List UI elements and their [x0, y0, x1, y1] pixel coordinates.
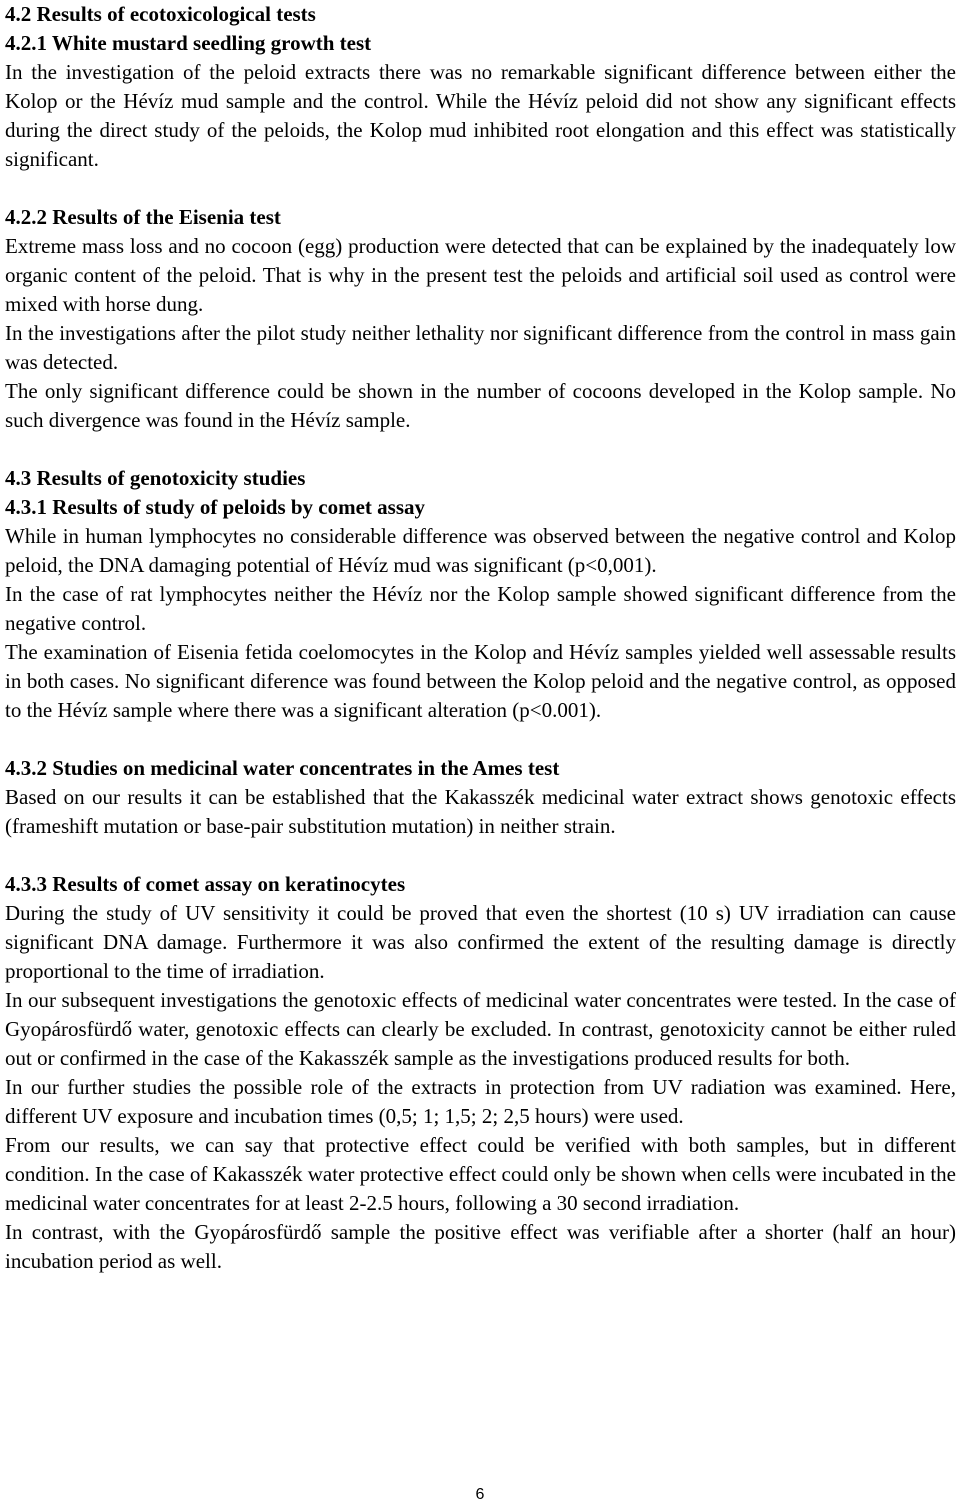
section-4-3-3-heading: 4.3.3 Results of comet assay on keratinocytes	[5, 872, 406, 896]
paragraph: In our further studies the possible role of the extracts in protection from UV radiation was examined. Here, different UV exposure and incubation times (0,5; 1; 1,5; 2; 2,5 hours) were used.	[5, 1075, 956, 1128]
paragraph: From our results, we can say that protective effect could be verified with both samples, but in different condition. In the case of Kakasszék water protective effect could only be shown when cells were incubated in the medicinal water concentrates for at least 2-2.5 hours, following a 30 second irradiation.	[5, 1133, 956, 1215]
paragraph: The only significant difference could be shown in the number of cocoons developed in the Kolop sample. No such divergence was found in the Hévíz sample.	[5, 379, 956, 432]
section-4-3-heading: 4.3 Results of genotoxicity studies	[5, 466, 306, 490]
spacer	[5, 841, 956, 870]
page-number: 6	[475, 1486, 485, 1503]
spacer	[5, 435, 956, 464]
section-4-2-2-heading: 4.2.2 Results of the Eisenia test	[5, 205, 281, 229]
paragraph: In our subsequent investigations the genotoxic effects of medicinal water concentrates were tested. In the case of Gyopárosfürdő water, genotoxic effects can clearly be excluded. In contrast, genotoxicity cannot be either ruled out or confirmed in the case of the Kakasszék sample as the investigations produced results for both.	[5, 988, 956, 1070]
spacer	[5, 725, 956, 754]
section-4-3-2-heading: 4.3.2 Studies on medicinal water concentrates in the Ames test	[5, 756, 560, 780]
section-4-2-1-heading: 4.2.1 White mustard seedling growth test	[5, 31, 372, 55]
paragraph: While in human lymphocytes no considerable difference was observed between the negative control and Kolop peloid, the DNA damaging potential of Hévíz mud was significant (p<0,001).	[5, 524, 956, 577]
spacer	[5, 174, 956, 203]
paragraph: In the investigations after the pilot study neither lethality nor significant difference from the control in mass gain was detected.	[5, 321, 956, 374]
paragraph: In the case of rat lymphocytes neither the Hévíz nor the Kolop sample showed significant difference from the negative control.	[5, 582, 956, 635]
paragraph: During the study of UV sensitivity it could be proved that even the shortest (10 s) UV irradiation can cause significant DNA damage. Furthermore it was also confirmed the extent of the resulting damage is directly proportional to the time of irradiation.	[5, 901, 956, 983]
paragraph: Based on our results it can be established that the Kakasszék medicinal water extract shows genotoxic effects (frameshift mutation or base-pair substitution mutation) in neither strain.	[5, 785, 956, 838]
section-4-3-1-heading: 4.3.1 Results of study of peloids by comet assay	[5, 495, 426, 519]
section-4-2-heading: 4.2 Results of ecotoxicological tests	[5, 2, 316, 26]
paragraph: In contrast, with the Gyopárosfürdő sample the positive effect was verifiable after a shorter (half an hour) incubation period as well.	[5, 1220, 956, 1273]
document-page	[5, 0, 956, 1276]
paragraph: In the investigation of the peloid extracts there was no remarkable significant difference between either the Kolop or the Hévíz mud sample and the control. While the Hévíz peloid did not show any significant effects during the direct study of the peloids, the Kolop mud inhibited root elongation and this effect was statistically significant.	[5, 60, 956, 171]
paragraph: Extreme mass loss and no cocoon (egg) production were detected that can be explained by the inadequately low organic content of the peloid. That is why in the present test the peloids and artificial soil used as control were mixed with horse dung.	[5, 234, 956, 316]
paragraph: The examination of Eisenia fetida coelomocytes in the Kolop and Hévíz samples yielded well assessable results in both cases. No significant diference was found between the Kolop peloid and the negative control, as opposed to the Hévíz sample where there was a significant alteration (p<0.001).	[5, 640, 956, 722]
